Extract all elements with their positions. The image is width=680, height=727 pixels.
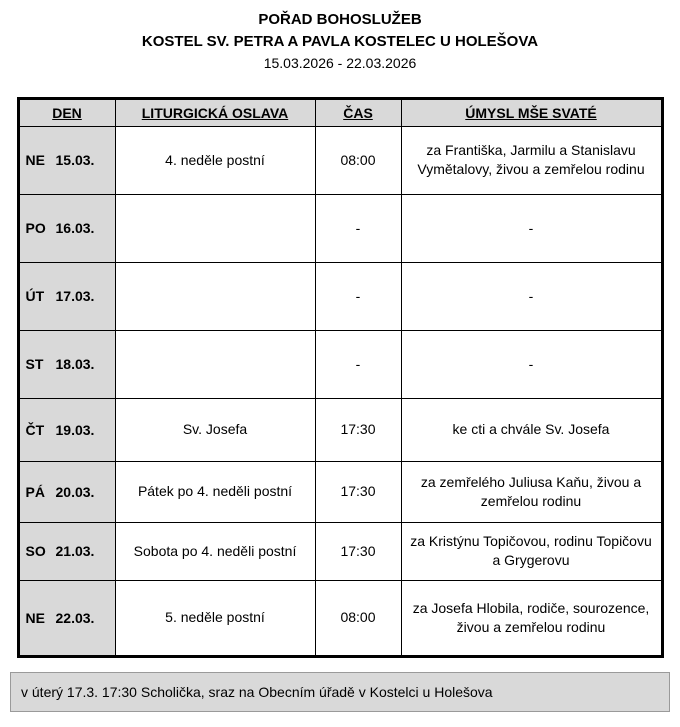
day-abbrev: ST xyxy=(25,356,44,373)
day-abbrev: NE xyxy=(25,152,45,169)
table-row xyxy=(18,522,662,580)
doc-date-range: 15.03.2026 - 22.03.2026 xyxy=(263,54,417,71)
doc-title: POŘAD BOHOSLUŽEB xyxy=(258,11,422,28)
celebration-cell xyxy=(115,330,315,398)
day-abbrev: SO xyxy=(25,543,46,560)
day-date: 19.03. xyxy=(55,421,95,438)
day-date: 18.03. xyxy=(55,356,95,373)
time-cell: 17:30 xyxy=(315,398,401,461)
day-abbrev: ÚT xyxy=(25,288,45,305)
table-row xyxy=(18,126,662,194)
celebration-cell xyxy=(115,262,315,330)
time-cell: 08:00 xyxy=(315,580,401,656)
time-cell: - xyxy=(315,194,401,262)
day-date: 22.03. xyxy=(55,609,95,626)
header-row xyxy=(18,98,662,126)
table-row xyxy=(18,461,662,522)
intention-cell: za Františka, Jarmilu a Stanislavu Vymětalovy, živou a zemřelou rodinu xyxy=(401,126,662,194)
intention-cell: - xyxy=(401,194,662,262)
day-date: 15.03. xyxy=(55,152,95,169)
celebration-cell: Sobota po 4. neděli postní xyxy=(115,522,315,580)
day-date: 16.03. xyxy=(55,220,95,237)
day-abbrev: NE xyxy=(25,609,45,626)
intention-cell: - xyxy=(401,262,662,330)
col-header-den: DEN xyxy=(18,98,115,126)
day-cell xyxy=(18,126,115,194)
intention-cell: - xyxy=(401,330,662,398)
intention-cell: za zemřelého Juliusa Kaňu, živou a zemřelou rodinu xyxy=(401,461,662,522)
col-header-umysl: ÚMYSL MŠE SVATÉ xyxy=(401,98,662,126)
day-cell xyxy=(18,194,115,262)
table-row xyxy=(18,262,662,330)
time-cell: 17:30 xyxy=(315,461,401,522)
table-row xyxy=(18,194,662,262)
footer-note: v úterý 17.3. 17:30 Scholička, sraz na Obecním úřadě v Kostelci u Holešova xyxy=(10,672,670,712)
celebration-cell: Pátek po 4. neděli postní xyxy=(115,461,315,522)
intention-cell: za Kristýnu Topičovou, rodinu Topičovu a Grygerovu xyxy=(401,522,662,580)
day-cell xyxy=(18,398,115,461)
day-date: 21.03. xyxy=(55,543,95,560)
day-date: 20.03. xyxy=(55,483,95,500)
day-abbrev: PÁ xyxy=(25,483,45,500)
celebration-cell xyxy=(115,194,315,262)
time-cell: - xyxy=(315,330,401,398)
intention-cell: za Josefa Hlobila, rodiče, sourozence, živou a zemřelou rodinu xyxy=(401,580,662,656)
day-cell xyxy=(18,522,115,580)
celebration-cell: Sv. Josefa xyxy=(115,398,315,461)
day-cell xyxy=(18,461,115,522)
time-cell: 17:30 xyxy=(315,522,401,580)
day-abbrev: ČT xyxy=(25,421,45,438)
col-header-liturgicka-oslava: LITURGICKÁ OSLAVA xyxy=(115,98,315,126)
day-cell xyxy=(18,580,115,656)
day-cell xyxy=(18,262,115,330)
table-row xyxy=(18,580,662,656)
day-cell xyxy=(18,330,115,398)
celebration-cell: 5. neděle postní xyxy=(115,580,315,656)
celebration-cell: 4. neděle postní xyxy=(115,126,315,194)
doc-subtitle: KOSTEL SV. PETRA A PAVLA KOSTELEC U HOLEŠOVA xyxy=(141,32,539,50)
intention-cell: ke cti a chvále Sv. Josefa xyxy=(401,398,662,461)
time-cell: 08:00 xyxy=(315,126,401,194)
col-header-cas: ČAS xyxy=(315,98,401,126)
document-header xyxy=(0,9,680,73)
day-abbrev: PO xyxy=(25,220,46,237)
schedule-table xyxy=(17,97,664,658)
day-date: 17.03. xyxy=(55,288,95,305)
table-row xyxy=(18,398,662,461)
table-row xyxy=(18,330,662,398)
time-cell: - xyxy=(315,262,401,330)
